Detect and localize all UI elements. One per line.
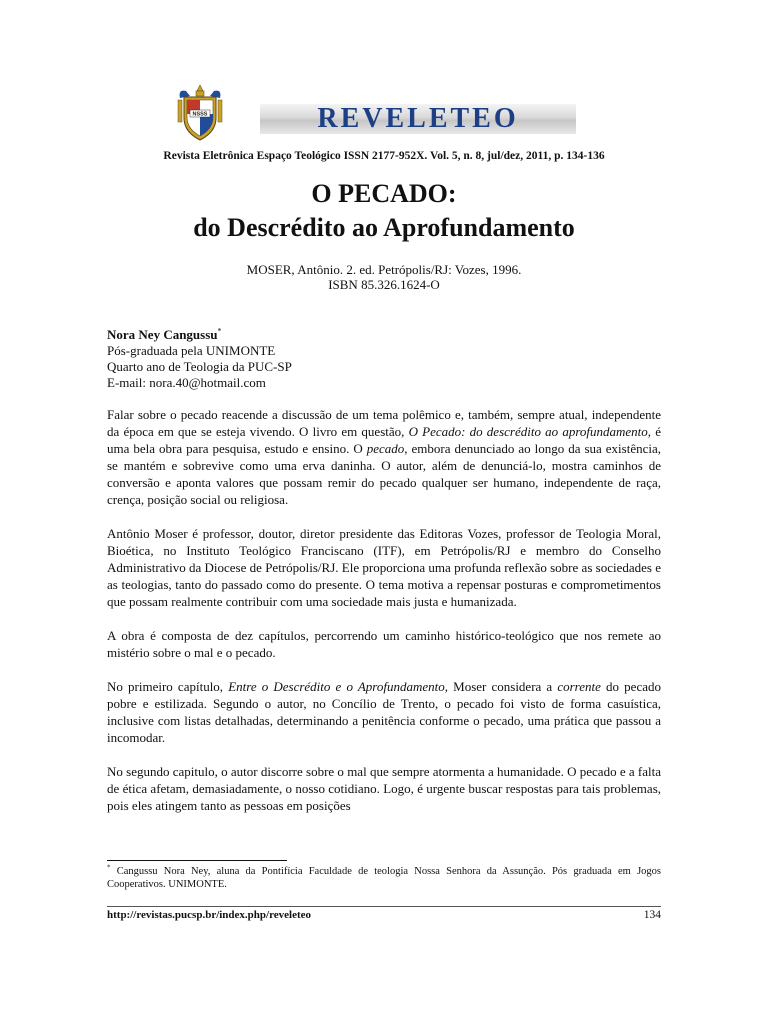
author-name-row bbox=[107, 327, 292, 343]
footer-divider bbox=[107, 906, 661, 907]
reference-line-1: MOSER, Antônio. 2. ed. Petrópolis/RJ: Vozes, 1996. bbox=[246, 262, 522, 277]
title-line-2: do Descrédito ao Aprofundamento bbox=[193, 213, 575, 242]
paragraph-4 bbox=[107, 678, 661, 746]
author-email: E-mail: nora.40@hotmail.com bbox=[107, 375, 266, 390]
book-title-italic: O Pecado: do descrédito ao aprofundamento, bbox=[408, 424, 652, 439]
paragraph-1 bbox=[107, 406, 661, 508]
footnote-text: Cangussu Nora Ney, aluna da Pontifícia Faculdade de teologia Nossa Senhora da Assunção. Pós graduada em Jogos Cooperativos. UNIMONTE. bbox=[107, 866, 661, 890]
author-note-mark: * bbox=[217, 326, 222, 336]
paragraph-4-text-b: , Moser considera a bbox=[444, 679, 558, 694]
author-block bbox=[107, 327, 292, 391]
paragraph-1-text-c: , embora denunciado ao longo da sua existência, se mantém e sobrevive como uma erva daninha. O autor, além de denunciá-lo, mostra caminhos de conversão e aponta valores que possam remir do pecado qualquer ser humano, independente de raça, crença, posição social ou religiosa. bbox=[107, 441, 662, 507]
author-credential-2: Quarto ano de Teologia da PUC-SP bbox=[107, 359, 292, 374]
paragraph-2: Antônio Moser é professor, doutor, diretor presidente das Editoras Vozes, professor de Teologia Moral, Bioética, no Instituto Teológico Franciscano (ITF), em Petrópolis/RJ e membro do Conselho Administrativo da Diocese de Petrópolis/RJ. Ele proporciona uma profunda reflexão sobre as sociedades e as teologias, tanto do passado como do presente. O tema motiva a repensar posturas e comprometimentos que possam realmente contribuir com uma sociedade mais justa e humanizada. bbox=[107, 526, 661, 609]
footnote bbox=[107, 865, 661, 891]
paragraph-3: A obra é composta de dez capítulos, percorrendo um caminho histórico-teológico que nos remete ao mistério sobre o mal e o pecado. bbox=[107, 628, 661, 660]
crest-label: NSSS bbox=[192, 111, 208, 118]
author-credential-1: Pós-graduada pela UNIMONTE bbox=[107, 343, 276, 358]
corrente-italic: corrente bbox=[557, 679, 601, 694]
paragraph-4-text-a: No primeiro capítulo, bbox=[107, 679, 229, 694]
banner-title: REVELETEO bbox=[317, 103, 519, 134]
paragraph-4-text-c: do pecado pobre e estilizada. Segundo o autor, no Concílio de Trento, o pecado foi visto de forma casuística, inclusive com listas detalhadas, determinando a penitência conforme o pecado, uma prática que passou a incomodar. bbox=[107, 679, 661, 745]
journal-banner bbox=[260, 104, 576, 134]
paragraph-1-text-b: é uma bela obra para pesquisa, estudo e ensino. O bbox=[107, 424, 661, 456]
footer-url-link[interactable]: http://revistas.pucsp.br/index.php/reveleteo bbox=[107, 909, 312, 921]
author-name: Nora Ney Cangussu bbox=[107, 327, 218, 342]
title-line-1: O PECADO: bbox=[311, 179, 457, 208]
journal-citation-line: Revista Eletrônica Espaço Teológico ISSN 2177-952X. Vol. 5, n. 8, jul/dez, 2011, p. 134-136 bbox=[163, 150, 605, 162]
body-text bbox=[107, 406, 661, 831]
crest-logo bbox=[176, 84, 224, 142]
page-number: 134 bbox=[643, 909, 661, 921]
paragraph-1-text-a: Falar sobre o pecado reacende a discussão de um tema polêmico e, também, sempre atual, independente da época em que se esteja vivendo. O livro em questão, bbox=[107, 407, 661, 439]
pecado-italic: pecado bbox=[366, 441, 405, 456]
paragraph-5: No segundo capitulo, o autor discorre sobre o mal que sempre atormenta a humanidade. O pecado e a falta de ética afetam, demasiadamente, o nosso cotidiano. Logo, é urgente buscar respostas para tais problemas, pois eles atingem tanto as pessoas em posições bbox=[107, 764, 661, 813]
footnote-mark: * bbox=[107, 863, 111, 872]
reference-line-2: ISBN 85.326.1624-O bbox=[328, 277, 440, 292]
chapter-title-italic: Entre o Descrédito e o Aprofundamento bbox=[228, 679, 445, 694]
footnote-divider bbox=[107, 860, 287, 861]
